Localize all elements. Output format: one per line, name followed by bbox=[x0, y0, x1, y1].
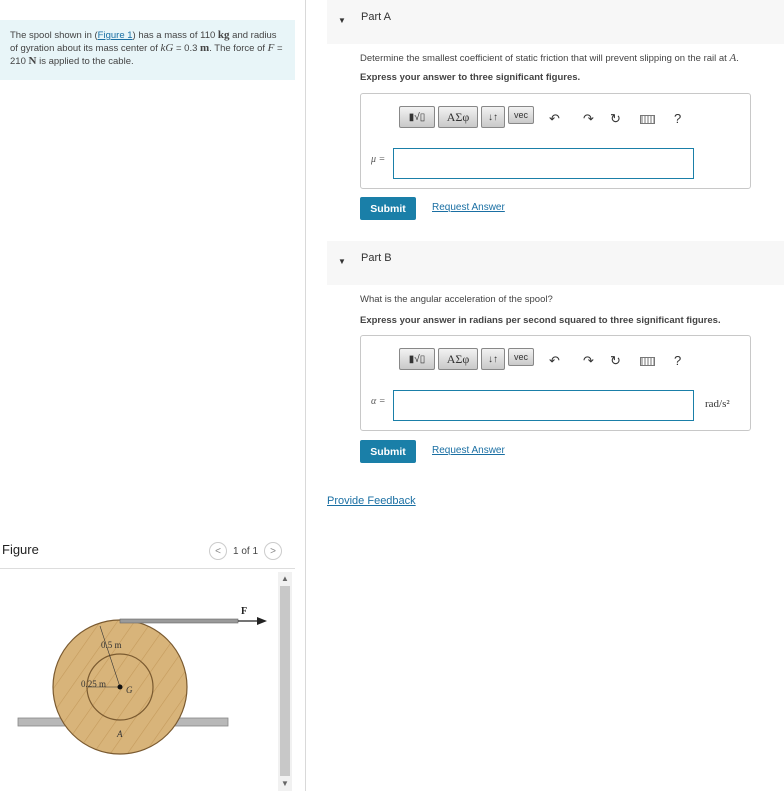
part-a-request-answer-link[interactable]: Request Answer bbox=[432, 202, 505, 213]
mu-answer-input[interactable] bbox=[393, 148, 694, 179]
scroll-up-icon[interactable]: ▲ bbox=[281, 574, 289, 583]
math-toolbar bbox=[399, 348, 537, 370]
help-icon[interactable]: ? bbox=[674, 111, 682, 126]
greek-symbols-button[interactable]: ΑΣφ bbox=[438, 106, 478, 128]
reset-icon[interactable]: ↻ bbox=[610, 353, 621, 368]
figure-pager bbox=[209, 542, 282, 560]
unit-m: m bbox=[200, 42, 210, 54]
vector-button[interactable]: vec bbox=[508, 106, 534, 124]
reset-icon[interactable]: ↻ bbox=[610, 111, 621, 126]
redo-icon[interactable]: ↷ bbox=[583, 353, 594, 368]
kg-symbol: kG bbox=[160, 42, 174, 54]
force-label: F bbox=[241, 606, 248, 617]
problem-text: ) has a mass of 110 bbox=[132, 30, 218, 41]
math-toolbar bbox=[399, 106, 537, 128]
mu-label: μ = bbox=[371, 154, 386, 165]
provide-feedback-link[interactable]: Provide Feedback bbox=[327, 495, 416, 507]
inner-radius-label: 0.25 m bbox=[81, 679, 107, 689]
part-a-answer-box bbox=[360, 93, 751, 189]
prev-figure-button[interactable]: < bbox=[209, 542, 227, 560]
cable bbox=[120, 619, 238, 623]
spool-diagram bbox=[0, 569, 278, 791]
figure-scrollbar[interactable] bbox=[278, 572, 292, 791]
part-b-request-answer-link[interactable]: Request Answer bbox=[432, 445, 505, 456]
part-b-title: Part B bbox=[361, 252, 392, 264]
problem-text: = 210 bbox=[10, 43, 283, 67]
problem-text: and radius of gyration about its mass center of bbox=[10, 30, 277, 54]
force-arrowhead bbox=[257, 617, 267, 625]
arrows-button[interactable]: ↓↑ bbox=[481, 106, 505, 128]
contact-label: A bbox=[117, 729, 123, 739]
alpha-answer-input[interactable] bbox=[393, 390, 694, 421]
keyboard-icon[interactable] bbox=[640, 357, 655, 366]
part-b-question: What is the angular acceleration of the spool? bbox=[360, 294, 553, 305]
figure-counter: 1 of 1 bbox=[233, 545, 259, 557]
undo-icon[interactable]: ↶ bbox=[549, 353, 560, 368]
center-point bbox=[118, 685, 123, 690]
alpha-label: α = bbox=[371, 396, 386, 407]
templates-button[interactable]: ▮√▯ bbox=[399, 106, 435, 128]
center-label: G bbox=[126, 685, 133, 695]
part-b-instruction: Express your answer in radians per second squared to three significant figures. bbox=[360, 315, 721, 326]
figure-link[interactable]: Figure 1 bbox=[97, 30, 133, 41]
figure-title: Figure bbox=[2, 542, 39, 557]
panel-divider[interactable] bbox=[305, 0, 306, 791]
part-a-submit-button[interactable]: Submit bbox=[360, 197, 416, 220]
redo-icon[interactable]: ↷ bbox=[583, 111, 594, 126]
templates-button[interactable]: ▮√▯ bbox=[399, 348, 435, 370]
part-a-instruction: Express your answer to three significant figures. bbox=[360, 72, 581, 83]
collapse-triangle-icon[interactable]: ▼ bbox=[338, 16, 346, 25]
next-figure-button[interactable]: > bbox=[264, 542, 282, 560]
unit-kg: kg bbox=[217, 29, 230, 41]
problem-text: = 0.3 bbox=[173, 43, 201, 54]
part-b-submit-button[interactable]: Submit bbox=[360, 440, 416, 463]
arrows-button[interactable]: ↓↑ bbox=[481, 348, 505, 370]
scroll-thumb[interactable] bbox=[280, 586, 290, 776]
part-b-answer-box bbox=[360, 335, 751, 431]
collapse-triangle-icon[interactable]: ▼ bbox=[338, 257, 346, 266]
outer-radius-label: 0.5 m bbox=[101, 640, 122, 650]
force-symbol: F bbox=[267, 42, 275, 54]
scroll-down-icon[interactable]: ▼ bbox=[281, 779, 289, 788]
part-a-title: Part A bbox=[361, 11, 391, 23]
part-a-question: Determine the smallest coefficient of static friction that will prevent slipping on the rail at A. bbox=[360, 52, 739, 64]
greek-symbols-button[interactable]: ΑΣφ bbox=[438, 348, 478, 370]
keyboard-icon[interactable] bbox=[640, 115, 655, 124]
alpha-units: rad/s² bbox=[705, 398, 730, 410]
help-icon[interactable]: ? bbox=[674, 353, 682, 368]
problem-statement bbox=[0, 20, 295, 80]
figure-image bbox=[0, 569, 278, 791]
unit-n: N bbox=[28, 55, 37, 67]
part-a-header[interactable] bbox=[327, 0, 784, 44]
part-b-header[interactable] bbox=[327, 241, 784, 285]
problem-text: The spool shown in ( bbox=[10, 30, 98, 41]
undo-icon[interactable]: ↶ bbox=[549, 111, 560, 126]
problem-text: is applied to the cable. bbox=[36, 56, 134, 67]
problem-text: . The force of bbox=[209, 43, 268, 54]
vector-button[interactable]: vec bbox=[508, 348, 534, 366]
